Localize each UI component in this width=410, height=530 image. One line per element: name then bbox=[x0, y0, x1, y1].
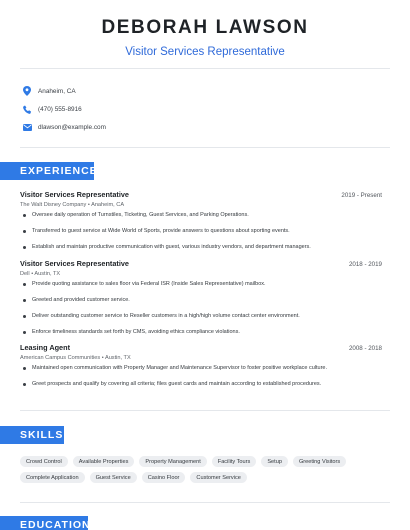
job-dates: 2008 - 2018 bbox=[348, 345, 382, 352]
skill-chip: Facility Tours bbox=[212, 456, 257, 467]
job-bullet: Deliver outstanding customer service to Reseller customers in a high/high volume contact center environment. bbox=[20, 313, 382, 320]
education-heading: EDUCATION bbox=[0, 516, 88, 530]
skill-chip: Greeting Visitors bbox=[293, 456, 346, 467]
job-dates: 2019 - Present bbox=[341, 192, 382, 199]
skill-chip: Available Properties bbox=[73, 456, 135, 467]
job-title: Leasing Agent bbox=[20, 343, 71, 352]
contact-location bbox=[22, 82, 106, 100]
candidate-name: DEBORAH LAWSON bbox=[101, 17, 309, 38]
job-dates: 2018 - 2019 bbox=[348, 261, 382, 268]
job-bullets bbox=[20, 365, 382, 388]
contact-location-text: Anaheim, CA bbox=[38, 87, 76, 95]
experience-heading: EXPERIENCE bbox=[0, 162, 94, 180]
skill-chip: Casino Floor bbox=[142, 472, 186, 483]
contact-phone bbox=[22, 100, 106, 118]
job-bullet: Transferred to guest service at Wide World of Sports, provide answers to questions about sporting events. bbox=[20, 228, 382, 235]
skill-chip: Guest Service bbox=[90, 472, 137, 483]
contact-phone-text: (470) 555-8916 bbox=[38, 105, 82, 113]
divider bbox=[20, 502, 390, 503]
job-entry bbox=[20, 259, 382, 345]
skill-chip: Customer Service bbox=[190, 472, 246, 483]
job-entry bbox=[20, 190, 382, 260]
job-entry bbox=[20, 343, 382, 397]
job-bullet: Maintained open communication with Property Manager and Maintenance Supervisor to foster positive workplace culture. bbox=[20, 365, 382, 372]
skills-list bbox=[20, 456, 390, 488]
skill-chip: Crowd Control bbox=[20, 456, 68, 467]
job-bullet: Oversee daily operation of Turnstiles, Ticketing, Guest Services, and Parking Operations. bbox=[20, 212, 382, 219]
contact-email-text: dlawson@example.com bbox=[38, 123, 106, 131]
job-bullet: Establish and maintain productive communication with guest, various industry vendors, and department managers. bbox=[20, 244, 382, 251]
divider bbox=[20, 410, 390, 411]
divider bbox=[20, 68, 390, 69]
skill-row bbox=[20, 472, 390, 483]
skill-chip: Setup bbox=[261, 456, 288, 467]
job-company: The Walt Disney Company • Anaheim, CA bbox=[20, 202, 125, 208]
job-bullet: Greet prospects and qualify by covering all criteria; files guest cards and maintain according to established procedures. bbox=[20, 381, 382, 388]
contact-list bbox=[22, 82, 106, 136]
job-bullet: Greeted and provided customer service. bbox=[20, 297, 382, 304]
candidate-title: Visitor Services Representative bbox=[125, 46, 285, 58]
job-title: Visitor Services Representative bbox=[20, 259, 129, 268]
mail-icon bbox=[22, 122, 32, 132]
job-title: Visitor Services Representative bbox=[20, 190, 129, 199]
skills-heading: SKILLS bbox=[0, 426, 64, 444]
contact-email bbox=[22, 118, 106, 136]
skill-row bbox=[20, 456, 390, 467]
job-company: American Campus Communities • Austin, TX bbox=[20, 355, 131, 361]
location-pin-icon bbox=[22, 86, 32, 96]
phone-icon bbox=[22, 104, 32, 114]
job-company: Dell • Austin, TX bbox=[20, 271, 61, 277]
job-bullet: Enforce timeliness standards set forth by CMS, avoiding ethics compliance violations. bbox=[20, 329, 382, 336]
job-bullets bbox=[20, 281, 382, 336]
resume-header bbox=[0, 0, 410, 59]
skill-chip: Property Management bbox=[139, 456, 206, 467]
job-bullet: Provide quoting assistance to sales floor via Federal ISR (Inside Sales Representative) mailbox. bbox=[20, 281, 382, 288]
skill-chip: Complete Application bbox=[20, 472, 85, 483]
job-bullets bbox=[20, 212, 382, 251]
divider bbox=[20, 147, 390, 148]
